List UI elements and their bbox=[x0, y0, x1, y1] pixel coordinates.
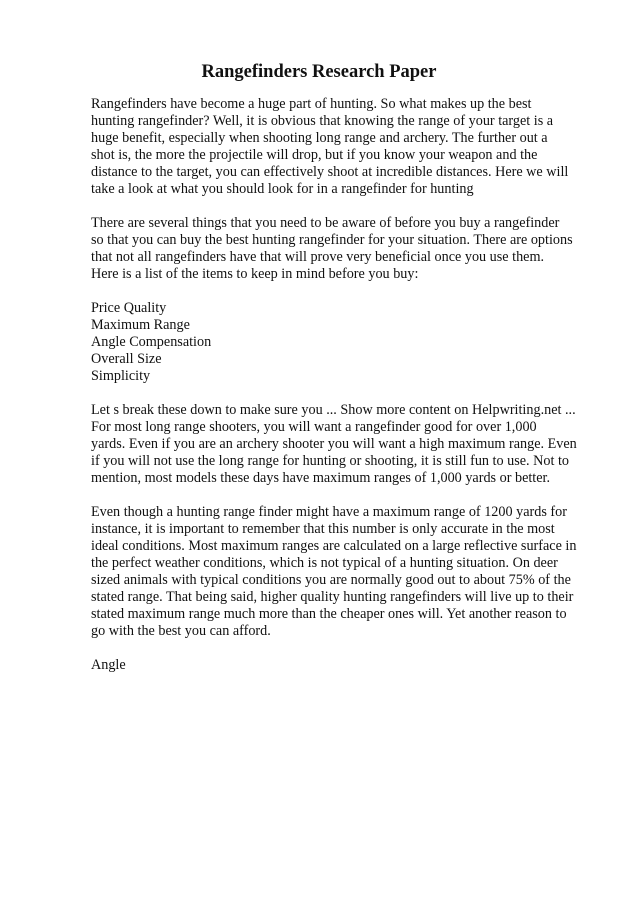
text-line: if you will not use the long range for hunting or shooting, it is still fun to use. Not to bbox=[91, 453, 570, 469]
text-line: the perfect weather conditions, which is not typical of a hunting situation. On deer bbox=[91, 555, 558, 571]
text-line: There are several things that you need to be aware of before you buy a rangefinder bbox=[91, 215, 560, 231]
paragraph-maximum-range bbox=[91, 402, 591, 487]
text-line: Rangefinders have become a huge part of hunting. So what makes up the best bbox=[91, 96, 532, 112]
text-line: that not all rangefinders have that will prove very beneficial once you use them. bbox=[91, 249, 545, 265]
text-line: ideal conditions. Most maximum ranges are calculated on a large reflective surface in bbox=[91, 538, 577, 554]
text-line: huge benefit, especially when shooting long range and archery. The further out a bbox=[91, 130, 548, 146]
text-line: stated maximum range much more than the cheaper ones will. Yet another reason to bbox=[91, 606, 567, 622]
paragraph-considerations bbox=[91, 215, 591, 283]
paragraph-angle bbox=[91, 657, 591, 674]
paragraph-intro bbox=[91, 96, 591, 198]
feature-list bbox=[91, 300, 591, 385]
list-item: Simplicity bbox=[91, 368, 151, 384]
paragraph-range-conditions bbox=[91, 504, 591, 640]
text-line: hunting rangefinder? Well, it is obvious that knowing the range of your target is a bbox=[91, 113, 554, 129]
text-line: Angle bbox=[91, 657, 126, 673]
text-line: Here is a list of the items to keep in mind before you buy: bbox=[91, 266, 419, 282]
document-title: Rangefinders Research Paper bbox=[201, 62, 437, 82]
text-line: shot is, the more the projectile will drop, but if you know your weapon and the bbox=[91, 147, 538, 163]
text-line: Let s break these down to make sure you ... Show more content on Helpwriting.net ... bbox=[91, 402, 576, 418]
list-item: Price Quality bbox=[91, 300, 167, 316]
text-line: instance, it is important to remember that this number is only accurate in the most bbox=[91, 521, 555, 537]
text-line: stated range. That being said, higher quality hunting rangefinders will live up to their bbox=[91, 589, 574, 605]
text-line: Even though a hunting range finder might have a maximum range of 1200 yards for bbox=[91, 504, 567, 520]
list-item: Maximum Range bbox=[91, 317, 190, 333]
document-body bbox=[91, 96, 591, 691]
text-line: go with the best you can afford. bbox=[91, 623, 271, 639]
text-line: yards. Even if you are an archery shooter you will want a high maximum range. Even bbox=[91, 436, 577, 452]
text-line: so that you can buy the best hunting rangefinder for your situation. There are options bbox=[91, 232, 573, 248]
text-line: For most long range shooters, you will want a rangefinder good for over 1,000 bbox=[91, 419, 537, 435]
list-item: Angle Compensation bbox=[91, 334, 212, 350]
text-line: mention, most models these days have maximum ranges of 1,000 yards or better. bbox=[91, 470, 551, 486]
text-line: sized animals with typical conditions you are normally good out to about 75% of the bbox=[91, 572, 571, 588]
text-line: distance to the target, you can effectively shoot at incredible distances. Here we will bbox=[91, 164, 569, 180]
list-item: Overall Size bbox=[91, 351, 162, 367]
text-line: take a look at what you should look for in a rangefinder for hunting bbox=[91, 181, 474, 197]
